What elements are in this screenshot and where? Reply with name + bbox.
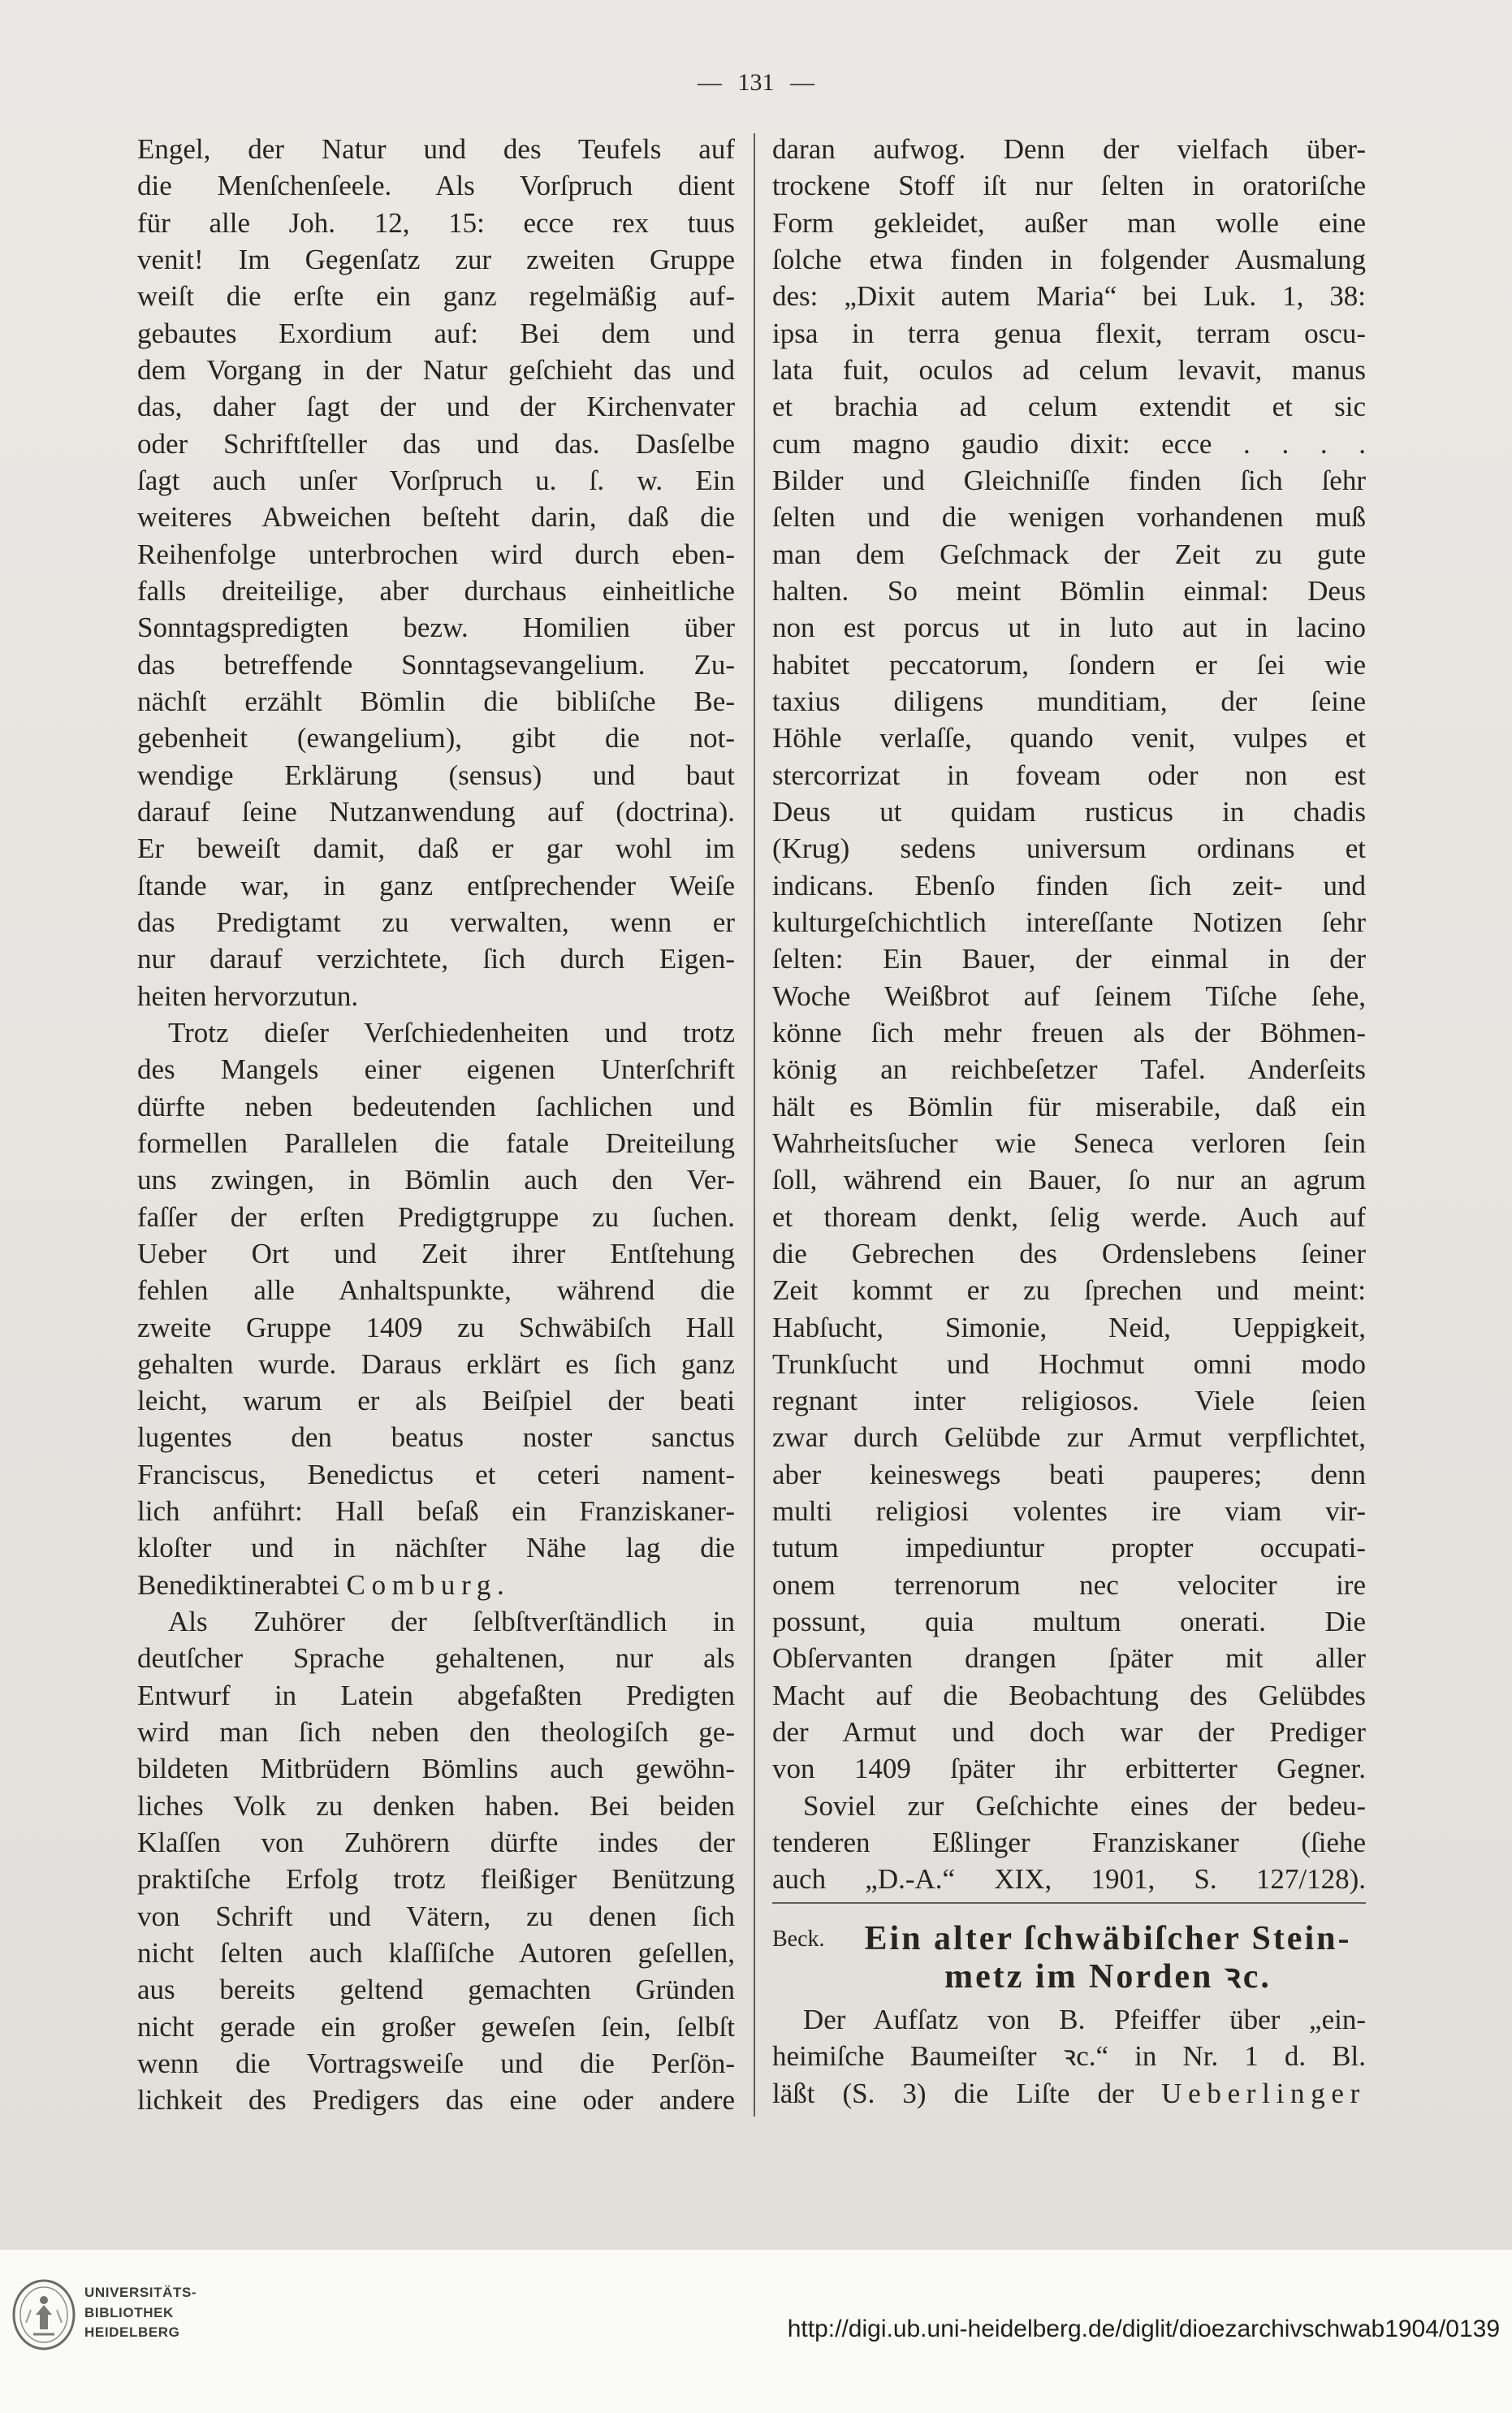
text-line: cum magno gaudio dixit: ecce . . . . <box>772 427 1366 460</box>
text-line: wird man ſich neben den theologiſch ge- <box>137 1716 735 1749</box>
text-line: Höhle verlaſſe, quando venit, vulpes et <box>772 722 1366 755</box>
text-line: Macht auf die Beobachtung des Gelübdes <box>772 1679 1366 1711</box>
text-line: Ueber Ort und Zeit ihrer Entſtehung <box>137 1237 735 1269</box>
text-line: Sonntagspredigten bezw. Homilien über <box>137 612 735 644</box>
text-line: falls dreiteilige, aber durchaus einheitliche <box>137 574 735 607</box>
text-line: Soviel zur Geſchichte eines der bedeu- <box>803 1789 1366 1822</box>
article-heading <box>772 1920 1366 1998</box>
footer <box>0 2250 1512 2413</box>
text-line: nicht gerade ein großer geweſen ſein, ſelbſt <box>137 2010 735 2043</box>
text-line: lata fuit, oculos ad celum levavit, manus <box>772 353 1366 386</box>
text-line: tenderen Eßlinger Franziskaner (ſiehe <box>772 1827 1366 1859</box>
text-line: liches Volk zu denken haben. Bei beiden <box>137 1789 735 1822</box>
text-line: venit! Im Gegenſatz zur zweiten Gruppe <box>137 243 735 275</box>
article-body <box>772 2001 1366 2112</box>
text-line: zweite Gruppe 1409 zu Schwäbiſch Hall <box>137 1311 735 1343</box>
text-line: uns zwingen, in Bömlin auch den Ver- <box>137 1164 735 1196</box>
article-separator <box>772 1902 1366 1904</box>
text-line: onem terrenorum nec velociter ire <box>772 1568 1366 1601</box>
text-line: dem Vorgang in der Natur geſchieht das und <box>137 353 735 386</box>
text-line: trockene Stoff iſt nur ſelten in oratoriſche <box>772 170 1366 202</box>
text-line: des: „Dixit autem Maria“ bei Luk. 1, 38: <box>772 280 1366 313</box>
text-line: Engel, der Natur und des Teufels auf <box>137 133 735 165</box>
library-name-line: HEIDELBERG <box>84 2324 180 2340</box>
text-line: Obſervanten drangen ſpäter mit aller <box>772 1642 1366 1675</box>
right-text-column <box>772 131 1366 1898</box>
text-line: die Menſchenſeele. Als Vorſpruch dient <box>137 170 735 202</box>
article-title-line: Ein alter ſchwäbiſcher Stein- <box>864 1920 1352 1957</box>
text-line: praktiſche Erfolg trotz fleißiger Benützung <box>137 1863 735 1896</box>
text-line: auch „D.-A.“ XIX, 1901, S. 127/128). <box>772 1863 1366 1896</box>
text-line: heiten hervorzutun. <box>137 979 359 1012</box>
text-line: regnant inter religiosos. Viele ſeien <box>772 1385 1366 1417</box>
text-line: Franciscus, Benedictus et ceteri nament- <box>137 1458 735 1490</box>
text-line: Habſucht, Simonie, Neid, Ueppigkeit, <box>772 1311 1366 1343</box>
text-line: et brachia ad celum extendit et sic <box>772 391 1366 423</box>
text-line: gebenheit (ewangelium), gibt die not- <box>137 722 735 755</box>
source-url-link[interactable]: http://digi.ub.uni-heidelberg.de/diglit/dioezarchivschwab1904/0139 <box>787 2316 1500 2342</box>
text-line: ſolche etwa finden in folgender Ausmalung <box>772 243 1366 275</box>
text-line: nächſt erzählt Bömlin die bibliſche Be- <box>137 685 735 717</box>
text-line: fehlen alle Anhaltspunkte, während die <box>137 1274 735 1307</box>
left-text-column <box>137 131 735 2119</box>
text-line: das betreffende Sonntagsevangelium. Zu- <box>137 648 735 681</box>
text-line: tutum impediuntur propter occupati- <box>772 1532 1366 1564</box>
text-line: indicans. Ebenſo finden ſich zeit- und <box>772 869 1366 902</box>
text-line: heimiſche Baumeiſter ꝛc.“ in Nr. 1 d. Bl. <box>772 2040 1366 2073</box>
text-line: man dem Geſchmack der Zeit zu gute <box>772 538 1366 570</box>
text-line: habitet peccatorum, ſondern er ſei wie <box>772 648 1366 681</box>
text-line: non est porcus ut in luto aut in lacino <box>772 612 1366 644</box>
text-run: Benediktinerabtei <box>137 1568 347 1601</box>
text-line: weiſt die erſte ein ganz regelmäßig auf- <box>137 280 735 313</box>
text-line: lugentes den beatus noster sanctus <box>137 1421 735 1454</box>
text-line: Trotz dieſer Verſchiedenheiten und trotz <box>168 1016 735 1049</box>
page-number: — 131 — <box>698 69 814 96</box>
text-line: bildeten Mitbrüdern Bömlins auch gewöhn- <box>137 1753 735 1785</box>
text-line: das, daher ſagt der und der Kirchenvater <box>137 391 735 423</box>
text-line: ſtande war, in ganz entſprechender Weiſe <box>137 869 735 902</box>
text-line: Als Zuhörer der ſelbſtverſtändlich in <box>168 1606 735 1638</box>
text-line: nur darauf verzichtete, ſich durch Eigen- <box>137 943 735 975</box>
text-line: leicht, warum er als Beiſpiel der beati <box>137 1385 735 1417</box>
text-line: Reihenfolge unterbrochen wird durch eben- <box>137 538 735 570</box>
text-line: Der Aufſatz von B. Pfeiffer über „ein- <box>803 2004 1366 2035</box>
text-line: ſelten: Ein Bauer, der einmal in der <box>772 943 1366 975</box>
text-line: ſoll, während ein Bauer, ſo nur an agrum <box>772 1164 1366 1196</box>
text-line: weiteres Abweichen beſteht darin, daß die <box>137 501 735 534</box>
text-line: könne ſich mehr freuen als der Böhmen- <box>772 1016 1366 1049</box>
text-line: Er beweiſt damit, daß er gar wohl im <box>137 832 735 865</box>
text-line: dürfte neben bedeutenden ſachlichen und <box>137 1090 735 1122</box>
text-line: von 1409 ſpäter ihr erbitterter Gegner. <box>772 1753 1366 1785</box>
text-line: die Gebrechen des Ordenslebens ſeiner <box>772 1237 1366 1269</box>
text-line: wenn die Vortragsweiſe und die Perſön- <box>137 2048 735 2080</box>
spaced-emphasis-word: Comburg <box>346 1568 498 1601</box>
text-line: das Predigtamt zu verwalten, wenn er <box>137 906 735 938</box>
text-line: gebautes Exordium auf: Bei dem und <box>137 317 735 349</box>
text-line: lich anführt: Hall beſaß ein Franziskaner- <box>137 1495 735 1528</box>
text-line: gehalten wurde. Daraus erklärt es ſich ganz <box>137 1347 735 1380</box>
text-line: Zeit kommt er zu ſprechen und meint: <box>772 1274 1366 1307</box>
text-line: formellen Parallelen die fatale Dreiteilung <box>137 1126 735 1159</box>
text-line: darauf ſeine Nutzanwendung auf (doctrina). <box>137 795 735 828</box>
text-line: lichkeit des Predigers das eine oder andere <box>137 2084 735 2117</box>
library-name-line: UNIVERSITÄTS- <box>84 2285 197 2300</box>
text-line: Klaſſen von Zuhörern dürfte indes der <box>137 1827 735 1859</box>
text-line: Bilder und Gleichniſſe finden ſich ſehr <box>772 464 1366 496</box>
text-line: taxius diligens munditiam, der ſeine <box>772 685 1366 717</box>
library-seal-icon <box>11 2277 76 2352</box>
text-line: oder Schriftſteller das und das. Dasſelbe <box>137 427 735 460</box>
text-run: . <box>497 1568 504 1601</box>
text-line: hält es Bömlin für miserabile, daß ein <box>772 1090 1366 1122</box>
text-line: von Schrift und Vätern, zu denen ſich <box>137 1900 735 1932</box>
text-line: ſelten und die wenigen vorhandenen muß <box>772 501 1366 534</box>
spaced-emphasis-word: Ueberlinger <box>1161 2077 1366 2109</box>
text-line: stercorrizat in foveam oder non est <box>772 759 1366 791</box>
text-line: Wahrheitsſucher wie Seneca verloren ſein <box>772 1126 1366 1159</box>
text-line: deutſcher Sprache gehaltenen, nur als <box>137 1642 735 1675</box>
text-run: läßt (S. 3) die Liſte der <box>772 2077 1162 2109</box>
text-line: kulturgeſchichtlich intereſſante Notizen ſehr <box>772 906 1366 938</box>
text-line: multi religiosi volentes ire viam vir- <box>772 1495 1366 1528</box>
column-divider <box>754 133 755 2117</box>
text-line: ſagt auch unſer Vorſpruch u. ſ. w. Ein <box>137 464 735 496</box>
text-line: et thoream denkt, ſelig werde. Auch auf <box>772 1200 1366 1233</box>
text-line: Form gekleidet, außer man wolle eine <box>772 206 1366 239</box>
text-line: aus bereits geltend gemachten Gründen <box>137 1974 735 2006</box>
library-name <box>84 2283 197 2343</box>
text-line: der Armut und doch war der Prediger <box>772 1716 1366 1749</box>
text-line <box>137 1567 735 1603</box>
text-line: des Mangels einer eigenen Unterſchrift <box>137 1053 735 1086</box>
text-line: für alle Joh. 12, 15: ecce rex tuus <box>137 206 735 239</box>
library-name-line: BIBLIOTHEK <box>84 2304 174 2320</box>
library-logo <box>11 2277 76 2356</box>
text-line: zwar durch Gelübde zur Armut verpflichtet, <box>772 1421 1366 1454</box>
text-line <box>772 2075 1366 2112</box>
text-line: Woche Weißbrot auf ſeinem Tiſche ſehe, <box>772 979 1366 1012</box>
text-line: kloſter und in nächſter Nähe lag die <box>137 1532 735 1564</box>
article-author: Beck. <box>772 1927 825 1952</box>
text-line: Entwurf in Latein abgefaßten Predigten <box>137 1679 735 1711</box>
text-line: (Krug) sedens universum ordinans et <box>772 832 1366 865</box>
text-line: halten. So meint Bömlin einmal: Deus <box>772 574 1366 607</box>
text-line: könig an reichbeſetzer Tafel. Anderſeits <box>772 1053 1366 1086</box>
text-line: aber keineswegs beati pauperes; denn <box>772 1458 1366 1490</box>
text-line: daran aufwog. Denn der vielfach über- <box>772 133 1366 165</box>
text-line: ipsa in terra genua flexit, terram oscu- <box>772 317 1366 349</box>
text-line: Trunkſucht und Hochmut omni modo <box>772 1347 1366 1380</box>
text-line: Deus ut quidam rusticus in chadis <box>772 795 1366 828</box>
text-line: faſſer der erſten Predigtgruppe zu ſuchen. <box>137 1200 735 1233</box>
article-title-line: metz im Norden ꝛc. <box>944 1958 1272 1996</box>
text-line: wendige Erklärung (sensus) und baut <box>137 759 735 791</box>
text-line: nicht ſelten auch klaſſiſche Autoren geſellen, <box>137 1937 735 1970</box>
text-line: possunt, quia multum onerati. Die <box>772 1606 1366 1638</box>
